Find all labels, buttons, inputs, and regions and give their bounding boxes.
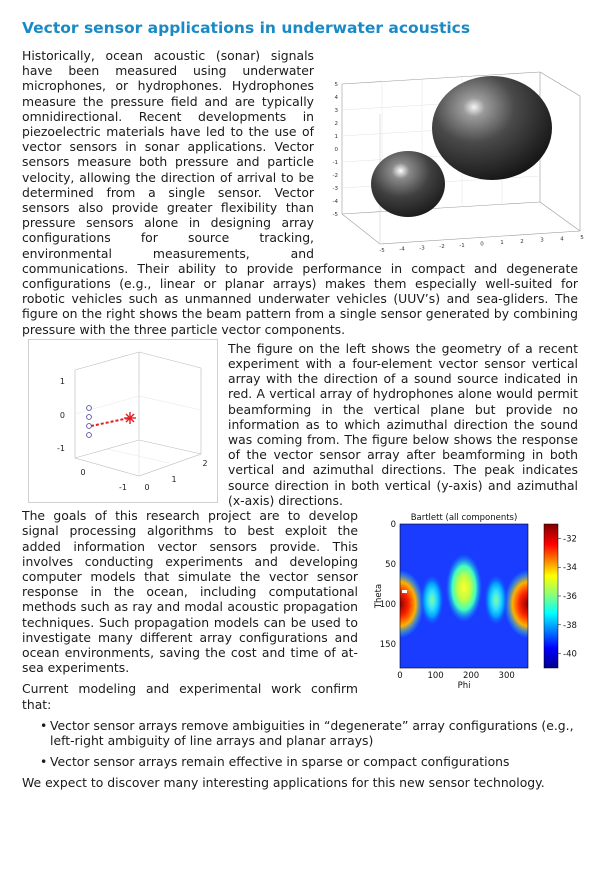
z-tick-label: 0 bbox=[59, 410, 65, 420]
y-tick-label: 0 bbox=[390, 520, 396, 531]
goals-paragraph: The goals of this research project are to develop signal processing algorithms to best exploit the added information vector sensors provide. This involves conducting experiments and developing computer models that simulate the vector sensor response in the ocean, including computational methods such as ray and modal acoustic propagation techniques. Such propagation models can be used to investigate many different array configurations and ocean environments, saving the cost and time of at-sea experiments. bbox=[22, 508, 358, 676]
y-tick-label: 1 bbox=[334, 134, 338, 140]
heatmap-peak bbox=[420, 574, 444, 626]
y-tick-label: 3 bbox=[334, 108, 338, 114]
x-tick-label: 300 bbox=[498, 671, 515, 682]
colorbar-tick-label: -34 bbox=[563, 563, 577, 574]
experiment-paragraph: The figure on the left shows the geometry of a recent experiment with a four-element vector sensor vertical array with the direction of a sound source indicated in red. A vertical array of hydrophones alone would permit beamforming in the vertical plane but provide no information as to which azimuthal direction the sound was coming from. The figure below shows the response of the vector sensor array after beamforming in both vertical and azimuthal directions. The peak indicates source direction in both vertical (y-axis) and azimuthal (x-axis) directions. bbox=[228, 340, 578, 508]
x-tick-label: -1 bbox=[459, 242, 465, 249]
colorbar-tick-label: -32 bbox=[563, 534, 577, 545]
x-tick-label: 1 bbox=[171, 474, 177, 484]
y-tick-label: 0 bbox=[334, 147, 338, 153]
document-page bbox=[22, 18, 584, 791]
x-tick-label: 0 bbox=[144, 482, 150, 492]
sensor-element bbox=[87, 432, 92, 437]
colorbar-tick-label: -40 bbox=[563, 649, 577, 660]
beam-pattern-figure bbox=[322, 56, 584, 254]
closing-paragraph: We expect to discover many interesting applications for this new sensor technology. bbox=[22, 775, 545, 791]
x-tick-label: -2 bbox=[439, 244, 445, 251]
sound-source-marker bbox=[124, 412, 136, 424]
heatmap-peak bbox=[484, 574, 508, 626]
y-tick-label: 50 bbox=[385, 560, 396, 571]
z-tick-label: 1 bbox=[59, 376, 65, 386]
x-tick-labels bbox=[379, 235, 584, 254]
x-tick-label: 2 bbox=[202, 458, 208, 468]
chart-title: Bartlett (all components) bbox=[410, 513, 518, 524]
y-tick-label: 100 bbox=[379, 600, 396, 611]
page-title: Vector sensor applications in underwater acoustics bbox=[22, 19, 471, 37]
y-tick-label: -2 bbox=[332, 173, 338, 179]
x-tick-label: 2 bbox=[520, 238, 524, 245]
bartlett-heatmap-chart bbox=[372, 510, 590, 690]
y-tick-label: 4 bbox=[334, 95, 338, 101]
x-tick-label: 200 bbox=[462, 671, 480, 682]
x-tick-label: -4 bbox=[399, 246, 405, 253]
sensor-element bbox=[87, 405, 92, 410]
y-tick-label: 2 bbox=[334, 121, 338, 127]
y-axis-label: Theta bbox=[374, 583, 384, 609]
heatmap-peak bbox=[446, 554, 482, 622]
y-tick-label: 5 bbox=[334, 82, 338, 88]
y-tick-label: 0 bbox=[80, 467, 86, 477]
geometry-box bbox=[75, 352, 201, 476]
sensor-element bbox=[87, 423, 92, 428]
y-tick-label: -3 bbox=[332, 186, 338, 192]
y-tick-label: -1 bbox=[119, 482, 127, 492]
list-item: • Vector sensor arrays remove ambiguities in “degenerate” array configurations (e.g., left-right ambiguity of line arrays and planar arrays) bbox=[40, 718, 578, 748]
y-tick-label: -5 bbox=[332, 212, 338, 218]
x-tick-label: 0 bbox=[480, 241, 484, 248]
z-tick-label: -1 bbox=[57, 443, 65, 453]
list-item: • Vector sensor arrays remain effective in sparse or compact configurations bbox=[40, 754, 578, 769]
intro-paragraph: Historically, ocean acoustic (sonar) signals have been measured using underwater microphones, or hydrophones. Hydrophones measure the pressure field and are typically omnidirectional. Recent developments in piezoelectric materials have led to the use of vector sensors in sonar applications. Vector sensors measure both pressure and particle velocity, allowing the direction of arrival to be determined from a single sensor. Vector sensors also provide greater flexibility than pressure sensors alone in designing array configurations for source tracking, environmental measurements, and communications. Their ability to provide performance in compact and degenerate configurations (e.g., linear or planar arrays) makes them especially well-suited for robotic vehicles such as unmanned underwater vehicles (UUV’s) and sea-gliders. The figure on the right shows the beam pattern from a single sensor generated by combining pressure with the three particle vector components. bbox=[22, 48, 578, 337]
y-tick-label: -1 bbox=[332, 160, 338, 166]
findings-list bbox=[22, 718, 578, 770]
array-geometry-figure bbox=[28, 339, 218, 503]
y-tick-label: 150 bbox=[379, 640, 396, 651]
beam-lobe-large bbox=[432, 76, 552, 180]
x-tick-label: 3 bbox=[540, 237, 544, 244]
sensor-element bbox=[87, 414, 92, 419]
x-tick-label: 100 bbox=[427, 671, 444, 682]
peak-marker bbox=[402, 590, 407, 593]
x-tick-label: -3 bbox=[419, 245, 425, 252]
x-tick-label: 4 bbox=[560, 236, 564, 243]
x-tick-label: 0 bbox=[397, 671, 403, 682]
y-tick-labels bbox=[333, 82, 339, 218]
x-axis-label: Phi bbox=[457, 681, 471, 691]
y-tick-label: -4 bbox=[332, 199, 338, 205]
modeling-paragraph: Current modeling and experimental work confirm that: bbox=[22, 681, 358, 712]
source-direction-line bbox=[91, 418, 129, 426]
x-tick-label: 1 bbox=[500, 240, 504, 247]
x-tick-label: -5 bbox=[379, 248, 385, 254]
colorbar bbox=[544, 524, 558, 668]
beam-lobe-small bbox=[371, 151, 445, 217]
x-tick-label: 5 bbox=[580, 235, 584, 241]
colorbar-tick-label: -36 bbox=[563, 592, 577, 603]
colorbar-tick-label: -38 bbox=[563, 620, 577, 631]
